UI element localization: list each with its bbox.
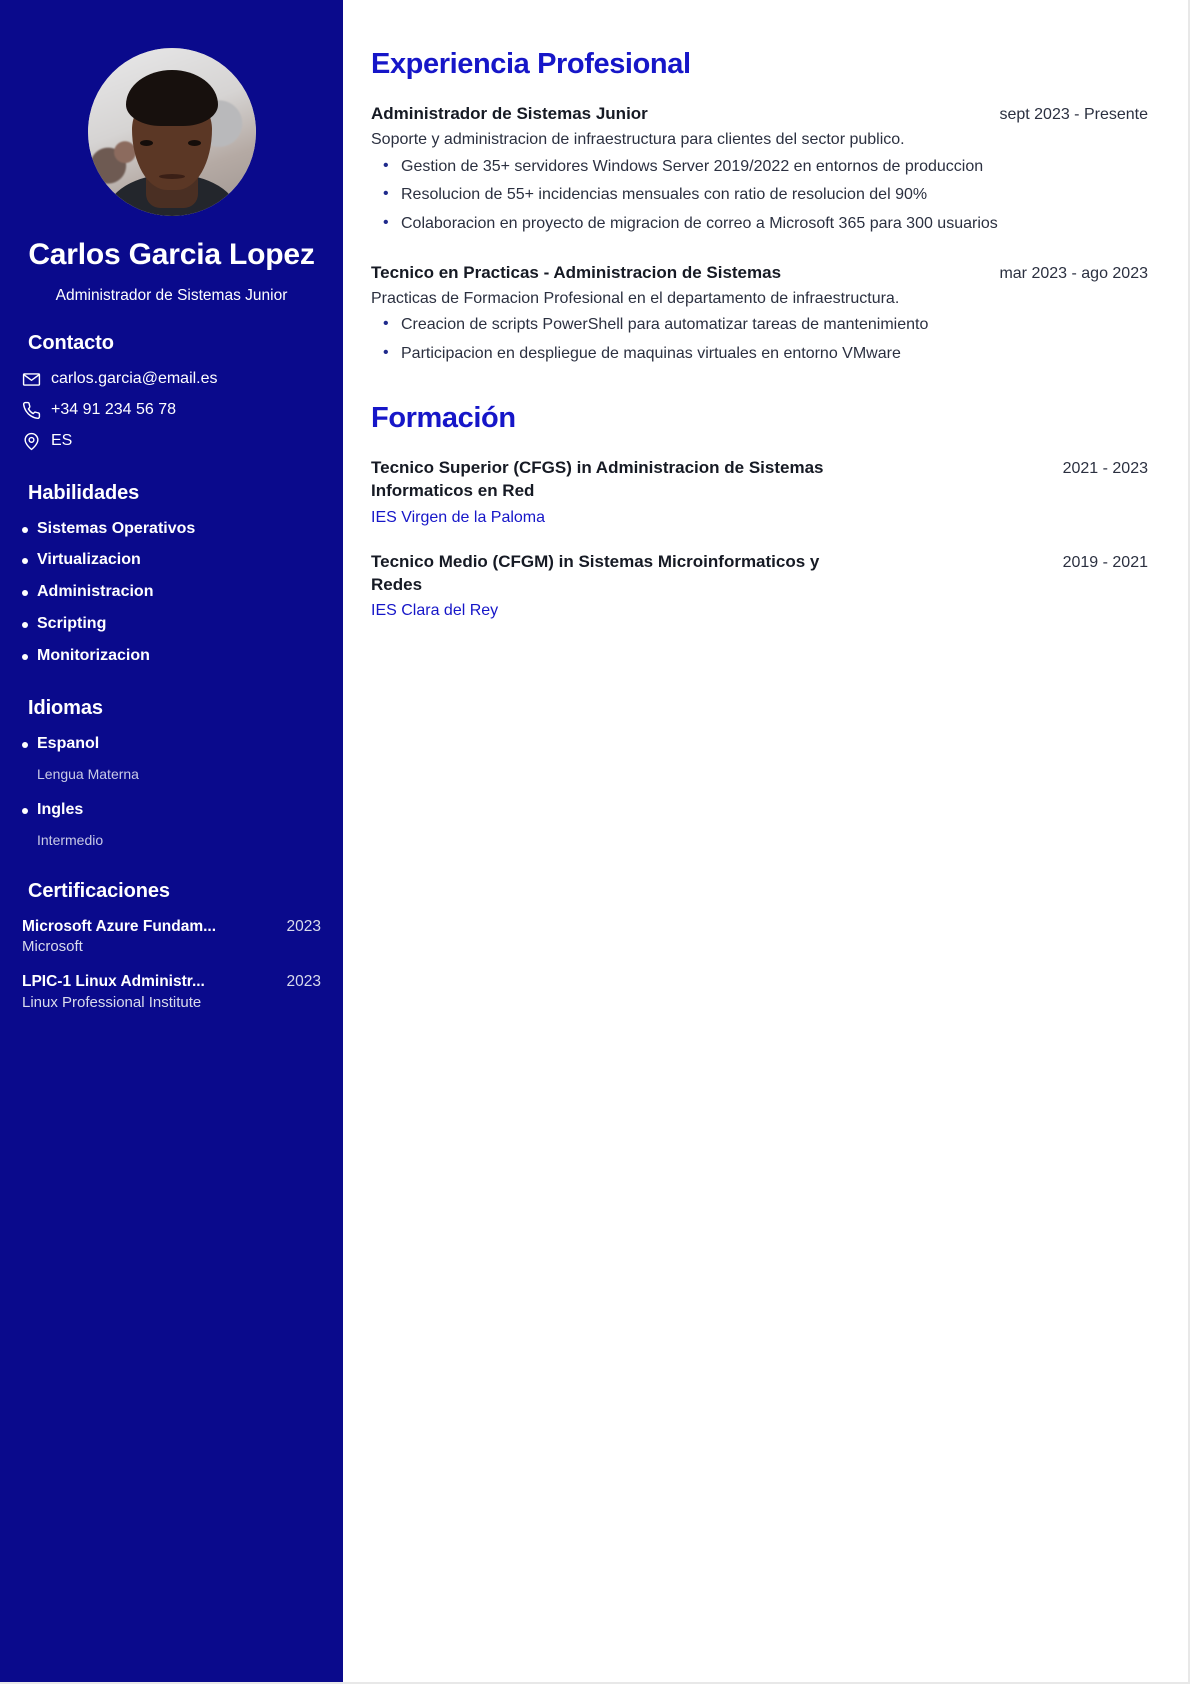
bullet-dot-icon (22, 558, 28, 564)
language-name-row (22, 734, 321, 755)
education-entry (371, 457, 1148, 529)
language-name: Espanol (37, 734, 100, 752)
certification-year: 2023 (286, 973, 321, 991)
bullet-dot-icon (22, 808, 28, 814)
experience-bullet-list (371, 156, 1148, 236)
language-name-row (22, 800, 321, 821)
contact-heading: Contacto (28, 332, 114, 355)
bullet-dot-icon (22, 527, 28, 533)
photo-mouth (159, 174, 185, 179)
skill-label: Monitorizacion (37, 646, 150, 664)
skill-item (22, 550, 321, 571)
bullet-dot-icon (22, 654, 28, 660)
experience-bullet: • Resolucion de 55+ incidencias mensuales con ratio de resolucion del 90% (371, 184, 1148, 207)
certification-year: 2023 (286, 917, 321, 935)
education-degree: Tecnico Medio (CFGM) in Sistemas Microinformaticos y Redes (371, 551, 820, 594)
education-degree: Tecnico Superior (CFGS) in Administracion de Sistemas Informaticos en Red (371, 457, 824, 500)
experience-job-date: mar 2023 - ago 2023 (999, 264, 1148, 282)
experience-section-title: Experiencia Profesional (371, 48, 691, 80)
experience-entry (371, 262, 1148, 366)
certification-issuer: Linux Professional Institute (22, 993, 202, 1011)
certification-header (22, 972, 321, 991)
language-item (22, 734, 321, 784)
languages-heading: Idiomas (28, 696, 103, 719)
experience-job-date: sept 2023 - Presente (999, 106, 1148, 123)
location-pin-icon (22, 432, 41, 451)
envelope-icon (22, 370, 41, 389)
skill-label: Virtualizacion (37, 551, 141, 569)
profile-photo (88, 48, 256, 216)
education-entry-header (371, 551, 1148, 597)
skill-item (22, 582, 321, 603)
phone-icon (22, 401, 41, 420)
education-school: IES Clara del Rey (371, 602, 499, 620)
candidate-name: Carlos Garcia Lopez (28, 238, 315, 271)
contact-email-row[interactable] (22, 369, 321, 390)
contact-section (22, 332, 321, 451)
certification-name: Microsoft Azure Fundam... (22, 917, 217, 935)
education-date: 2019 - 2021 (1062, 553, 1148, 571)
education-entry (371, 551, 1148, 623)
sidebar (0, 0, 343, 1682)
certification-item (22, 972, 321, 1012)
language-name: Ingles (37, 800, 84, 818)
certification-header (22, 917, 321, 936)
main-content (343, 0, 1188, 1682)
contact-phone-row[interactable] (22, 400, 321, 421)
language-level: Lengua Materna (37, 766, 139, 783)
certification-item (22, 917, 321, 957)
experience-entry-header (371, 103, 1148, 126)
experience-entry-header (371, 262, 1148, 285)
experience-bullet: • Creacion de scripts PowerShell para automatizar tareas de mantenimiento (371, 314, 1148, 337)
certifications-heading: Certificaciones (28, 879, 170, 902)
experience-bullet: • Colaboracion en proyecto de migracion de correo a Microsoft 365 para 300 usuarios (371, 213, 1148, 236)
experience-job-title: Administrador de Sistemas Junior (371, 104, 648, 123)
skill-label: Administracion (37, 583, 154, 601)
education-entry-header (371, 457, 1148, 503)
language-item (22, 800, 321, 850)
education-date: 2021 - 2023 (1062, 459, 1148, 477)
photo-eye-left (140, 140, 153, 146)
certification-name: LPIC-1 Linux Administr... (22, 973, 205, 991)
experience-bullet: • Participacion en despliegue de maquinas virtuales en entorno VMware (371, 343, 1148, 366)
education-school: IES Virgen de la Paloma (371, 508, 546, 526)
photo-eye-right (188, 140, 201, 146)
bullet-dot-icon (22, 742, 28, 748)
language-level: Intermedio (37, 832, 104, 849)
contact-location-row[interactable] (22, 431, 321, 452)
certifications-section (22, 880, 321, 1013)
skill-label: Scripting (37, 614, 107, 632)
contact-email-value: carlos.garcia@email.es (51, 370, 218, 388)
experience-job-description: Soporte y administracion de infraestructura para clientes del sector publico. (371, 130, 905, 148)
skills-section (22, 482, 321, 667)
experience-entry (371, 103, 1148, 236)
experience-bullet: • Gestion de 35+ servidores Windows Server 2019/2022 en entornos de produccion (371, 156, 1148, 179)
skill-item (22, 614, 321, 635)
contact-phone-value: +34 91 234 56 78 (51, 400, 177, 418)
contact-location-value: ES (51, 431, 73, 449)
skills-heading: Habilidades (28, 481, 140, 504)
experience-bullet-list (371, 314, 1148, 365)
skill-item (22, 646, 321, 667)
skill-label: Sistemas Operativos (37, 519, 196, 537)
experience-job-description: Practicas de Formacion Profesional en el departamento de infraestructura. (371, 289, 900, 307)
languages-section (22, 697, 321, 850)
education-section-title: Formación (371, 401, 516, 434)
experience-job-title: Tecnico en Practicas - Administracion de Sistemas (371, 262, 782, 282)
avatar-wrap (22, 48, 321, 216)
candidate-role: Administrador de Sistemas Junior (55, 286, 288, 304)
skill-item (22, 519, 321, 540)
bullet-dot-icon (22, 590, 28, 596)
bullet-dot-icon (22, 622, 28, 628)
certification-issuer: Microsoft (22, 937, 83, 955)
